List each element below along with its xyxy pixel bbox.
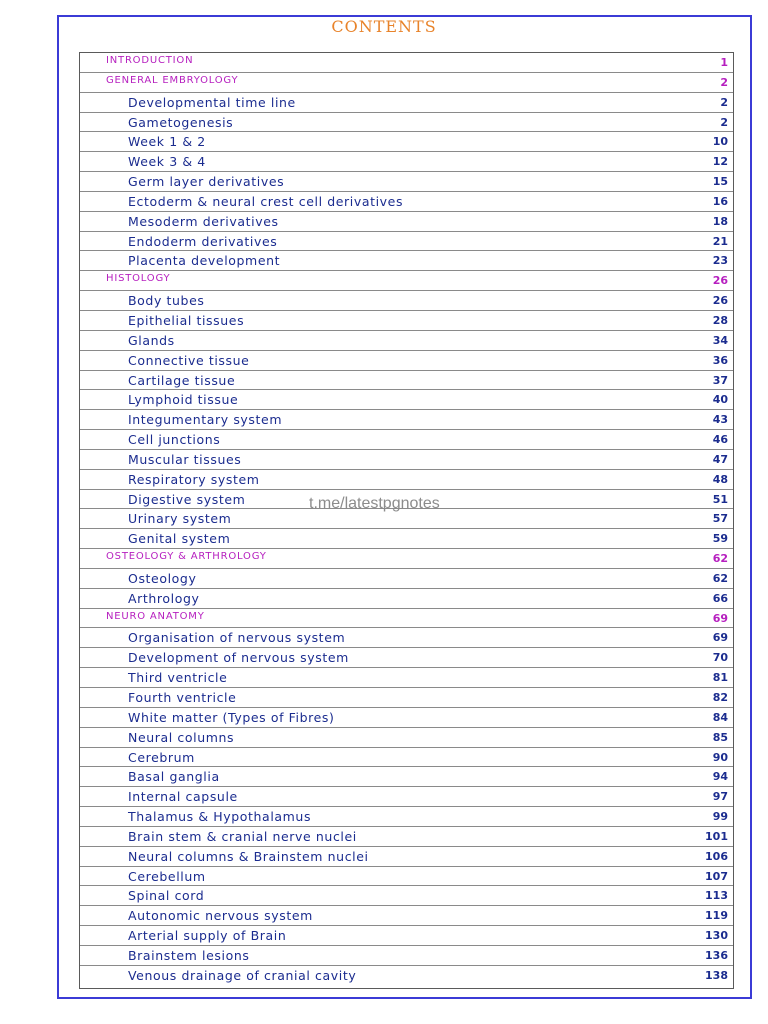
toc-entry-row: [80, 311, 733, 331]
entry-title: Development of nervous system: [128, 650, 349, 666]
section-heading-row: [80, 73, 733, 93]
page-number: 70: [712, 651, 728, 665]
entry-title: Fourth ventricle: [128, 690, 237, 705]
page-number: 106: [705, 849, 728, 863]
entry-title: Week 3 & 4: [128, 154, 206, 170]
entry-title: Lymphoid tissue: [128, 392, 239, 408]
toc-entry-row: [80, 430, 733, 450]
page-number: 119: [705, 909, 728, 923]
toc-entry-row: [80, 688, 733, 708]
toc-entry-row: [80, 390, 733, 410]
entry-title: White matter (Types of Fibres): [128, 709, 335, 725]
page-number: 48: [712, 472, 728, 486]
page-number: 57: [712, 512, 728, 526]
section-heading-row: [80, 53, 733, 73]
entry-title: Brainstem lesions: [128, 947, 250, 963]
entry-title: Cerebrum: [128, 749, 195, 765]
toc-entry-row: [80, 569, 733, 589]
entry-title: Germ layer derivatives: [128, 174, 285, 190]
toc-entry-row: [80, 212, 733, 232]
toc-entry-row: [80, 648, 733, 668]
page-number: 34: [712, 333, 728, 347]
entry-title: Osteology: [128, 570, 197, 586]
toc-entry-row: [80, 966, 733, 986]
page-number: 138: [705, 968, 728, 982]
entry-title: Gametogenesis: [128, 114, 234, 130]
page-number: 28: [712, 313, 728, 327]
page-number: 107: [705, 869, 728, 883]
watermark-text: t.me/latestpgnotes: [309, 495, 440, 512]
toc-entry-row: [80, 192, 733, 212]
toc-entry-row: [80, 847, 733, 867]
toc-entry-row: [80, 450, 733, 470]
entry-title: Autonomic nervous system: [128, 908, 313, 924]
page-number: 59: [712, 532, 728, 546]
toc-entry-row: [80, 708, 733, 728]
toc-entry-row: [80, 291, 733, 311]
page-number: 2: [720, 75, 728, 89]
page-number: 40: [712, 393, 728, 407]
toc-entry-row: [80, 470, 733, 490]
toc-entry-row: [80, 132, 733, 152]
toc-entry-row: [80, 589, 733, 609]
toc-entry-row: [80, 371, 733, 391]
toc-entry-row: [80, 906, 733, 926]
toc-entry-row: [80, 351, 733, 371]
entry-title: Venous drainage of cranial cavity: [128, 967, 357, 983]
page-number: 101: [705, 829, 728, 843]
entry-title: Third ventricle: [128, 670, 228, 686]
entry-title: Connective tissue: [128, 352, 250, 368]
toc-entry-row: [80, 867, 733, 887]
toc-entry-row: [80, 886, 733, 906]
page-number: 37: [712, 373, 728, 387]
page-number: 113: [705, 889, 728, 903]
page-number: 81: [712, 671, 728, 685]
entry-title: Placenta development: [128, 253, 281, 269]
page-number: 26: [712, 274, 728, 288]
entry-title: Muscular tissues: [128, 451, 242, 467]
entry-title: Developmental time line: [128, 94, 296, 110]
toc-entry-row: [80, 529, 733, 549]
entry-title: Internal capsule: [128, 789, 238, 805]
section-heading-row: [80, 609, 733, 629]
page-number: 12: [712, 155, 728, 169]
entry-title: Arterial supply of Brain: [128, 928, 287, 944]
toc-entry-row: [80, 113, 733, 133]
page-number: 15: [712, 175, 728, 189]
page-title: CONTENTS: [331, 17, 437, 36]
page-number: 69: [712, 611, 728, 625]
toc-entry-row: [80, 926, 733, 946]
section-title: OSTEOLOGY & ARTHROLOGY: [106, 551, 267, 563]
page-number: 62: [712, 571, 728, 585]
page-number: 62: [712, 552, 728, 566]
toc-entry-row: [80, 827, 733, 847]
entry-title: Urinary system: [128, 511, 232, 527]
entry-title: Genital system: [128, 531, 231, 547]
entry-title: Brain stem & cranial nerve nuclei: [128, 828, 357, 844]
toc-entry-row: [80, 748, 733, 768]
entry-title: Integumentary system: [128, 412, 283, 428]
toc-entry-row: [80, 93, 733, 113]
entry-title: Arthrology: [128, 590, 200, 606]
page-number: 99: [712, 810, 728, 824]
page-number: 66: [712, 591, 728, 605]
page-number: 47: [712, 452, 728, 466]
entry-title: Digestive system: [128, 491, 246, 507]
toc-entry-row: [80, 410, 733, 430]
page-number: 136: [705, 948, 728, 962]
section-title: INTRODUCTION: [106, 55, 194, 66]
page-number: 36: [712, 353, 728, 367]
entry-title: Cerebellum: [128, 868, 206, 884]
entry-title: Mesoderm derivatives: [128, 213, 279, 229]
page-number: 94: [712, 770, 728, 784]
entry-title: Cartilage tissue: [128, 372, 236, 388]
entry-title: Organisation of nervous system: [128, 630, 346, 646]
entry-title: Epithelial tissues: [128, 312, 245, 328]
page-number: 46: [712, 433, 728, 447]
page-number: 51: [712, 492, 728, 506]
entry-title: Glands: [128, 332, 175, 348]
entry-title: Respiratory system: [128, 471, 260, 487]
toc-entry-row: [80, 152, 733, 172]
page-number: 69: [712, 631, 728, 645]
toc-entry-row: [80, 628, 733, 648]
page-number: 10: [712, 135, 728, 149]
section-heading-row: [80, 271, 733, 291]
entry-title: Neural columns: [128, 729, 235, 745]
page-number: 130: [705, 929, 728, 943]
entry-title: Neural columns & Brainstem nuclei: [128, 848, 369, 864]
contents-table: [79, 52, 734, 989]
page-number: 82: [712, 691, 728, 704]
page-number: 84: [712, 710, 728, 724]
page-number: 18: [712, 214, 728, 228]
page-number: 21: [712, 234, 728, 248]
page-number: 26: [712, 294, 728, 308]
page-number: 16: [712, 194, 728, 208]
page-number: 43: [712, 413, 728, 427]
toc-entry-row: [80, 787, 733, 807]
toc-entry-row: [80, 668, 733, 688]
page-number: 85: [712, 730, 728, 744]
entry-title: Week 1 & 2: [128, 134, 206, 150]
entry-title: Body tubes: [128, 293, 205, 309]
section-title: HISTOLOGY: [106, 273, 171, 285]
entry-title: Basal ganglia: [128, 769, 220, 785]
page-number: 1: [720, 56, 728, 69]
toc-entry-row: [80, 172, 733, 192]
entry-title: Ectoderm & neural crest cell derivatives: [128, 193, 404, 209]
page-number: 2: [720, 115, 728, 129]
toc-entry-row: [80, 251, 733, 271]
section-title: GENERAL EMBRYOLOGY: [106, 74, 239, 86]
entry-title: Thalamus & Hypothalamus: [128, 809, 312, 825]
toc-entry-row: [80, 946, 733, 966]
page-number: 23: [712, 254, 728, 268]
toc-entry-row: [80, 807, 733, 827]
entry-title: Cell junctions: [128, 432, 221, 448]
entry-title: Endoderm derivatives: [128, 233, 278, 249]
section-title: NEURO ANATOMY: [106, 610, 205, 622]
section-heading-row: [80, 549, 733, 569]
toc-entry-row: [80, 331, 733, 351]
page-number: 97: [712, 790, 728, 804]
toc-entry-row: [80, 767, 733, 787]
toc-entry-row: [80, 728, 733, 748]
page-number: 2: [720, 95, 728, 109]
page-number: 90: [712, 750, 728, 764]
toc-entry-row: [80, 232, 733, 252]
entry-title: Spinal cord: [128, 888, 205, 904]
